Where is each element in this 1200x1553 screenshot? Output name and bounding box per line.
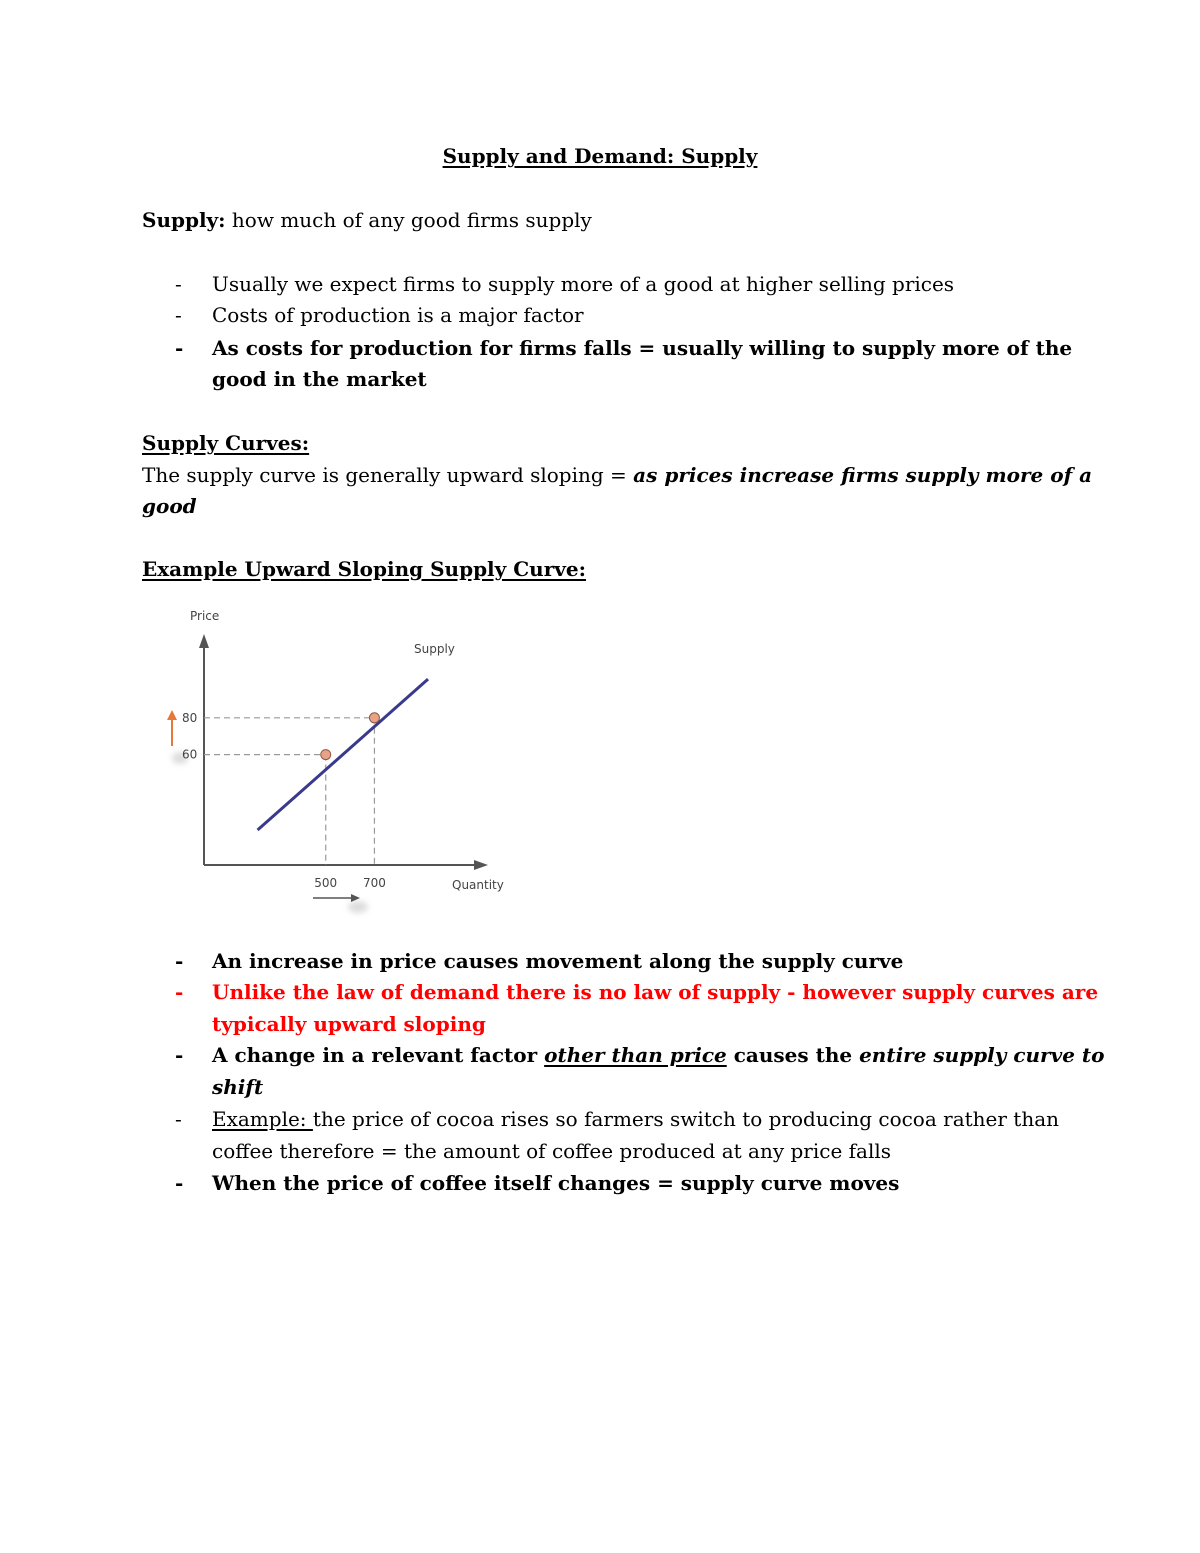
supply-curves-heading: Supply Curves: [142,431,310,455]
page-title: Supply and Demand: Supply [442,144,758,168]
bullet-item: Costs of production is a major factor [212,303,584,327]
data-point [321,750,331,760]
definition-text: how much of any good firms supply [225,208,592,232]
curves-italic-text: as prices increase firms supply more of a [633,463,1093,487]
supply-curves-text [142,465,1092,485]
bullet-dash: - [175,1171,184,1195]
example-heading: Example Upward Sloping Supply Curve: [142,557,586,581]
bullet-item [212,1045,1104,1065]
supply-definition [142,210,592,230]
quantity-arrow-shadow [348,901,368,913]
bullet-item-continued: good in the market [212,367,427,391]
bullet-item [212,1109,1059,1129]
bullet-item: An increase in price causes movement along the supply curve [212,949,904,973]
x-axis-label: Quantity [452,878,504,892]
curves-plain-text: The supply curve is generally upward sloping = [142,463,634,487]
price-increase-arrowhead [167,710,177,720]
y-axis-label: Price [190,609,220,623]
supply-curve-line [258,679,428,830]
x-tick-label: 700 [362,876,386,890]
x-axis-arrowhead [474,860,488,870]
bullet-dash: - [175,949,184,973]
bullet-text: A change in a relevant factor [212,1043,545,1067]
bullet-dash: - [175,1043,184,1067]
bullet-text: the price of cocoa rises so farmers switch to producing cocoa rather than [312,1107,1060,1131]
bullet-item: As costs for production for firms falls = usually willing to supply more of the [212,336,1073,360]
bullet-item: Usually we expect firms to supply more of a good at higher selling prices [212,272,955,296]
definition-term: Supply: [142,208,226,232]
bullet-dash: - [175,272,182,296]
bullet-text: causes the [726,1043,860,1067]
quantity-increase-arrowhead [351,894,360,902]
y-tick-label: 60 [182,747,198,762]
y-tick-label: 80 [182,710,198,725]
supply-chart [160,600,520,920]
bullet-dash: - [175,303,182,327]
example-label: Example: [212,1107,313,1131]
bullet-dash: - [175,1107,182,1131]
data-point [369,713,379,723]
bullet-dash: - [175,336,184,360]
bullet-item-red-continued: typically upward sloping [212,1012,486,1036]
supply-curves-text-continued: good [142,494,197,518]
bullet-emphasis: other than price [544,1043,727,1067]
x-tick-label: 500 [314,876,338,890]
bullet-item: When the price of coffee itself changes = supply curve moves [212,1171,900,1195]
y-axis-arrowhead [199,634,209,648]
series-label: Supply [414,642,455,656]
bullet-item-continued: coffee therefore = the amount of coffee produced at any price falls [212,1139,892,1163]
bullet-emphasis: entire supply curve to [859,1043,1105,1067]
bullet-dash: - [175,980,184,1004]
bullet-item-red: Unlike the law of demand there is no law of supply - however supply curves are [212,980,1099,1004]
bullet-item-continued: shift [212,1075,264,1099]
